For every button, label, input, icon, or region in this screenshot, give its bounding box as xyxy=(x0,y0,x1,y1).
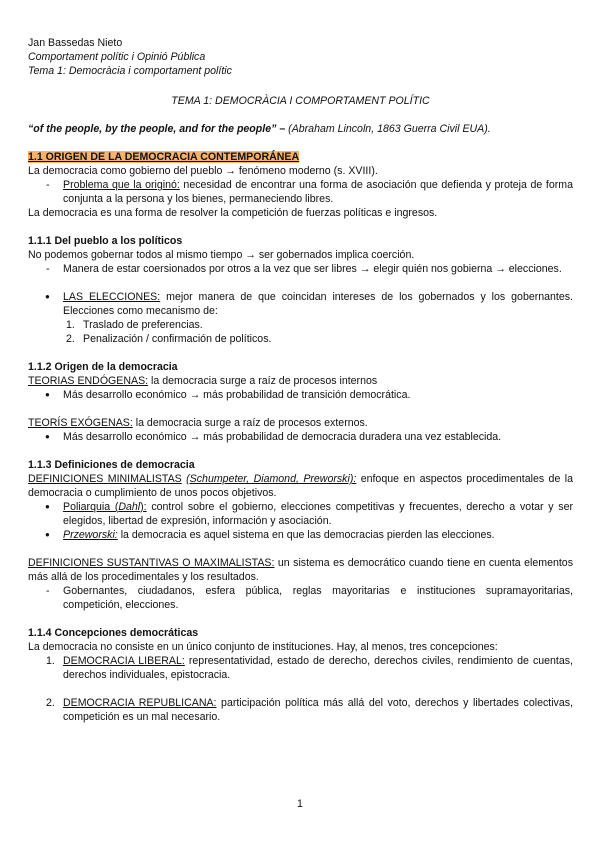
numbered-item: 2. Penalización / confirmación de políticos. xyxy=(66,333,272,345)
lincoln-quote xyxy=(28,122,573,136)
dash-item: - Gobernantes, ciudadanos, esfera pública, reglas mayoritarias e instituciones supramayoritarias, competición, elecciones. xyxy=(28,584,573,612)
quote-attribution: (Abraham Lincoln, 1863 Guerra Civil EUA). xyxy=(288,123,491,135)
quote-text: “of the people, by the people, and for the people” xyxy=(28,123,277,135)
dash-item: - Manera de estar coersionados por otros a la vez que ser libres → elegir quién nos gobierna → elecciones. xyxy=(28,262,573,276)
paragraph: DEFINICIONES SUSTANTIVAS O MAXIMALISTAS: un sistema es democrático cuando tiene en cuenta elementos más allá de los procedimentales y los resultados. xyxy=(28,557,573,583)
bullet-item: ● Poliarquia (Dahl): control sobre el gobierno, elecciones competitivas y frecuentes, derecho a votar y ser elegidos, libertad de expresión, información y asociación. xyxy=(28,500,573,528)
paragraph: DEFINICIONES MINIMALISTAS (Schumpeter, Diamond, Preworski): enfoque en aspectos procedimentales de la democracia o cumplimiento de unos pocos objetivos. xyxy=(28,473,573,499)
course-name: Comportament polític i Opinió Pública xyxy=(28,51,206,63)
paragraph: La democracia no consiste en un único conjunto de instituciones. Hay, al menos, tres concepciones: xyxy=(28,641,498,653)
paragraph: No podemos gobernar todos al mismo tiempo → ser gobernados implica coerción. xyxy=(28,249,415,261)
bullet-item: ● LAS ELECCIONES: mejor manera de que coincidan intereses de los gobernados y los gobernantes. Elecciones como mecanismo de: xyxy=(28,290,573,318)
section-heading-1-1: 1.1 ORIGEN DE LA DEMOCRACIA CONTEMPORÁNEA xyxy=(28,151,300,163)
author: Jan Bassedas Nieto xyxy=(28,37,123,49)
section-heading-1-1-1: 1.1.1 Del pueblo a los políticos xyxy=(28,235,183,247)
bullet-item: ● Más desarrollo económico → más probabilidad de democracia duradera una vez establecida. xyxy=(28,430,573,444)
numbered-item: 2. DEMOCRACIA REPUBLICANA: participación política más allá del voto, derechos y libertades colectivas, competición es un mal necesario. xyxy=(46,697,573,723)
dash-item: - Problema que la originó: necesidad de encontrar una forma de asociación que defienda y proteja de forma conjunta a la persona y los bienes, permaneciendo libres. xyxy=(28,178,573,206)
numbered-item: 1. Traslado de preferencias. xyxy=(66,319,203,331)
section-heading-1-1-2: 1.1.2 Origen de la democracia xyxy=(28,361,178,373)
topic-name: Tema 1: Democràcia i comportament polític xyxy=(28,65,232,77)
document-page xyxy=(28,36,573,724)
paragraph: TEORÍS EXÓGENAS: la democracia surge a raíz de procesos externos. xyxy=(28,417,368,429)
bullet-item: ● Przeworski: la democracia es aquel sistema en que las democracias pierden las elecciones. xyxy=(28,528,573,542)
section-heading-1-1-3: 1.1.3 Definiciones de democracia xyxy=(28,459,195,471)
paragraph: La democracia como gobierno del pueblo → fenómeno moderno (s. XVIII). xyxy=(28,165,378,177)
bullet-item: ● Más desarrollo económico → más probabilidad de transición democrática. xyxy=(28,388,573,402)
paragraph: TEORIAS ENDÓGENAS: la democracia surge a raíz de procesos internos xyxy=(28,375,378,387)
page-number: 1 xyxy=(297,798,303,810)
section-heading-1-1-4: 1.1.4 Concepciones democráticas xyxy=(28,627,199,639)
quote-separator: – xyxy=(276,123,289,135)
paragraph: La democracia es una forma de resolver la competición de fuerzas políticas e ingresos. xyxy=(28,207,438,219)
numbered-item: 1. DEMOCRACIA LIBERAL: representatividad, estado de derecho, derechos civiles, rendimiento de cuentas, derechos individuales, epistocracia. xyxy=(46,655,573,681)
document-title: TEMA 1: DEMOCRÀCIA I COMPORTAMENT POLÍTIC xyxy=(171,95,430,107)
